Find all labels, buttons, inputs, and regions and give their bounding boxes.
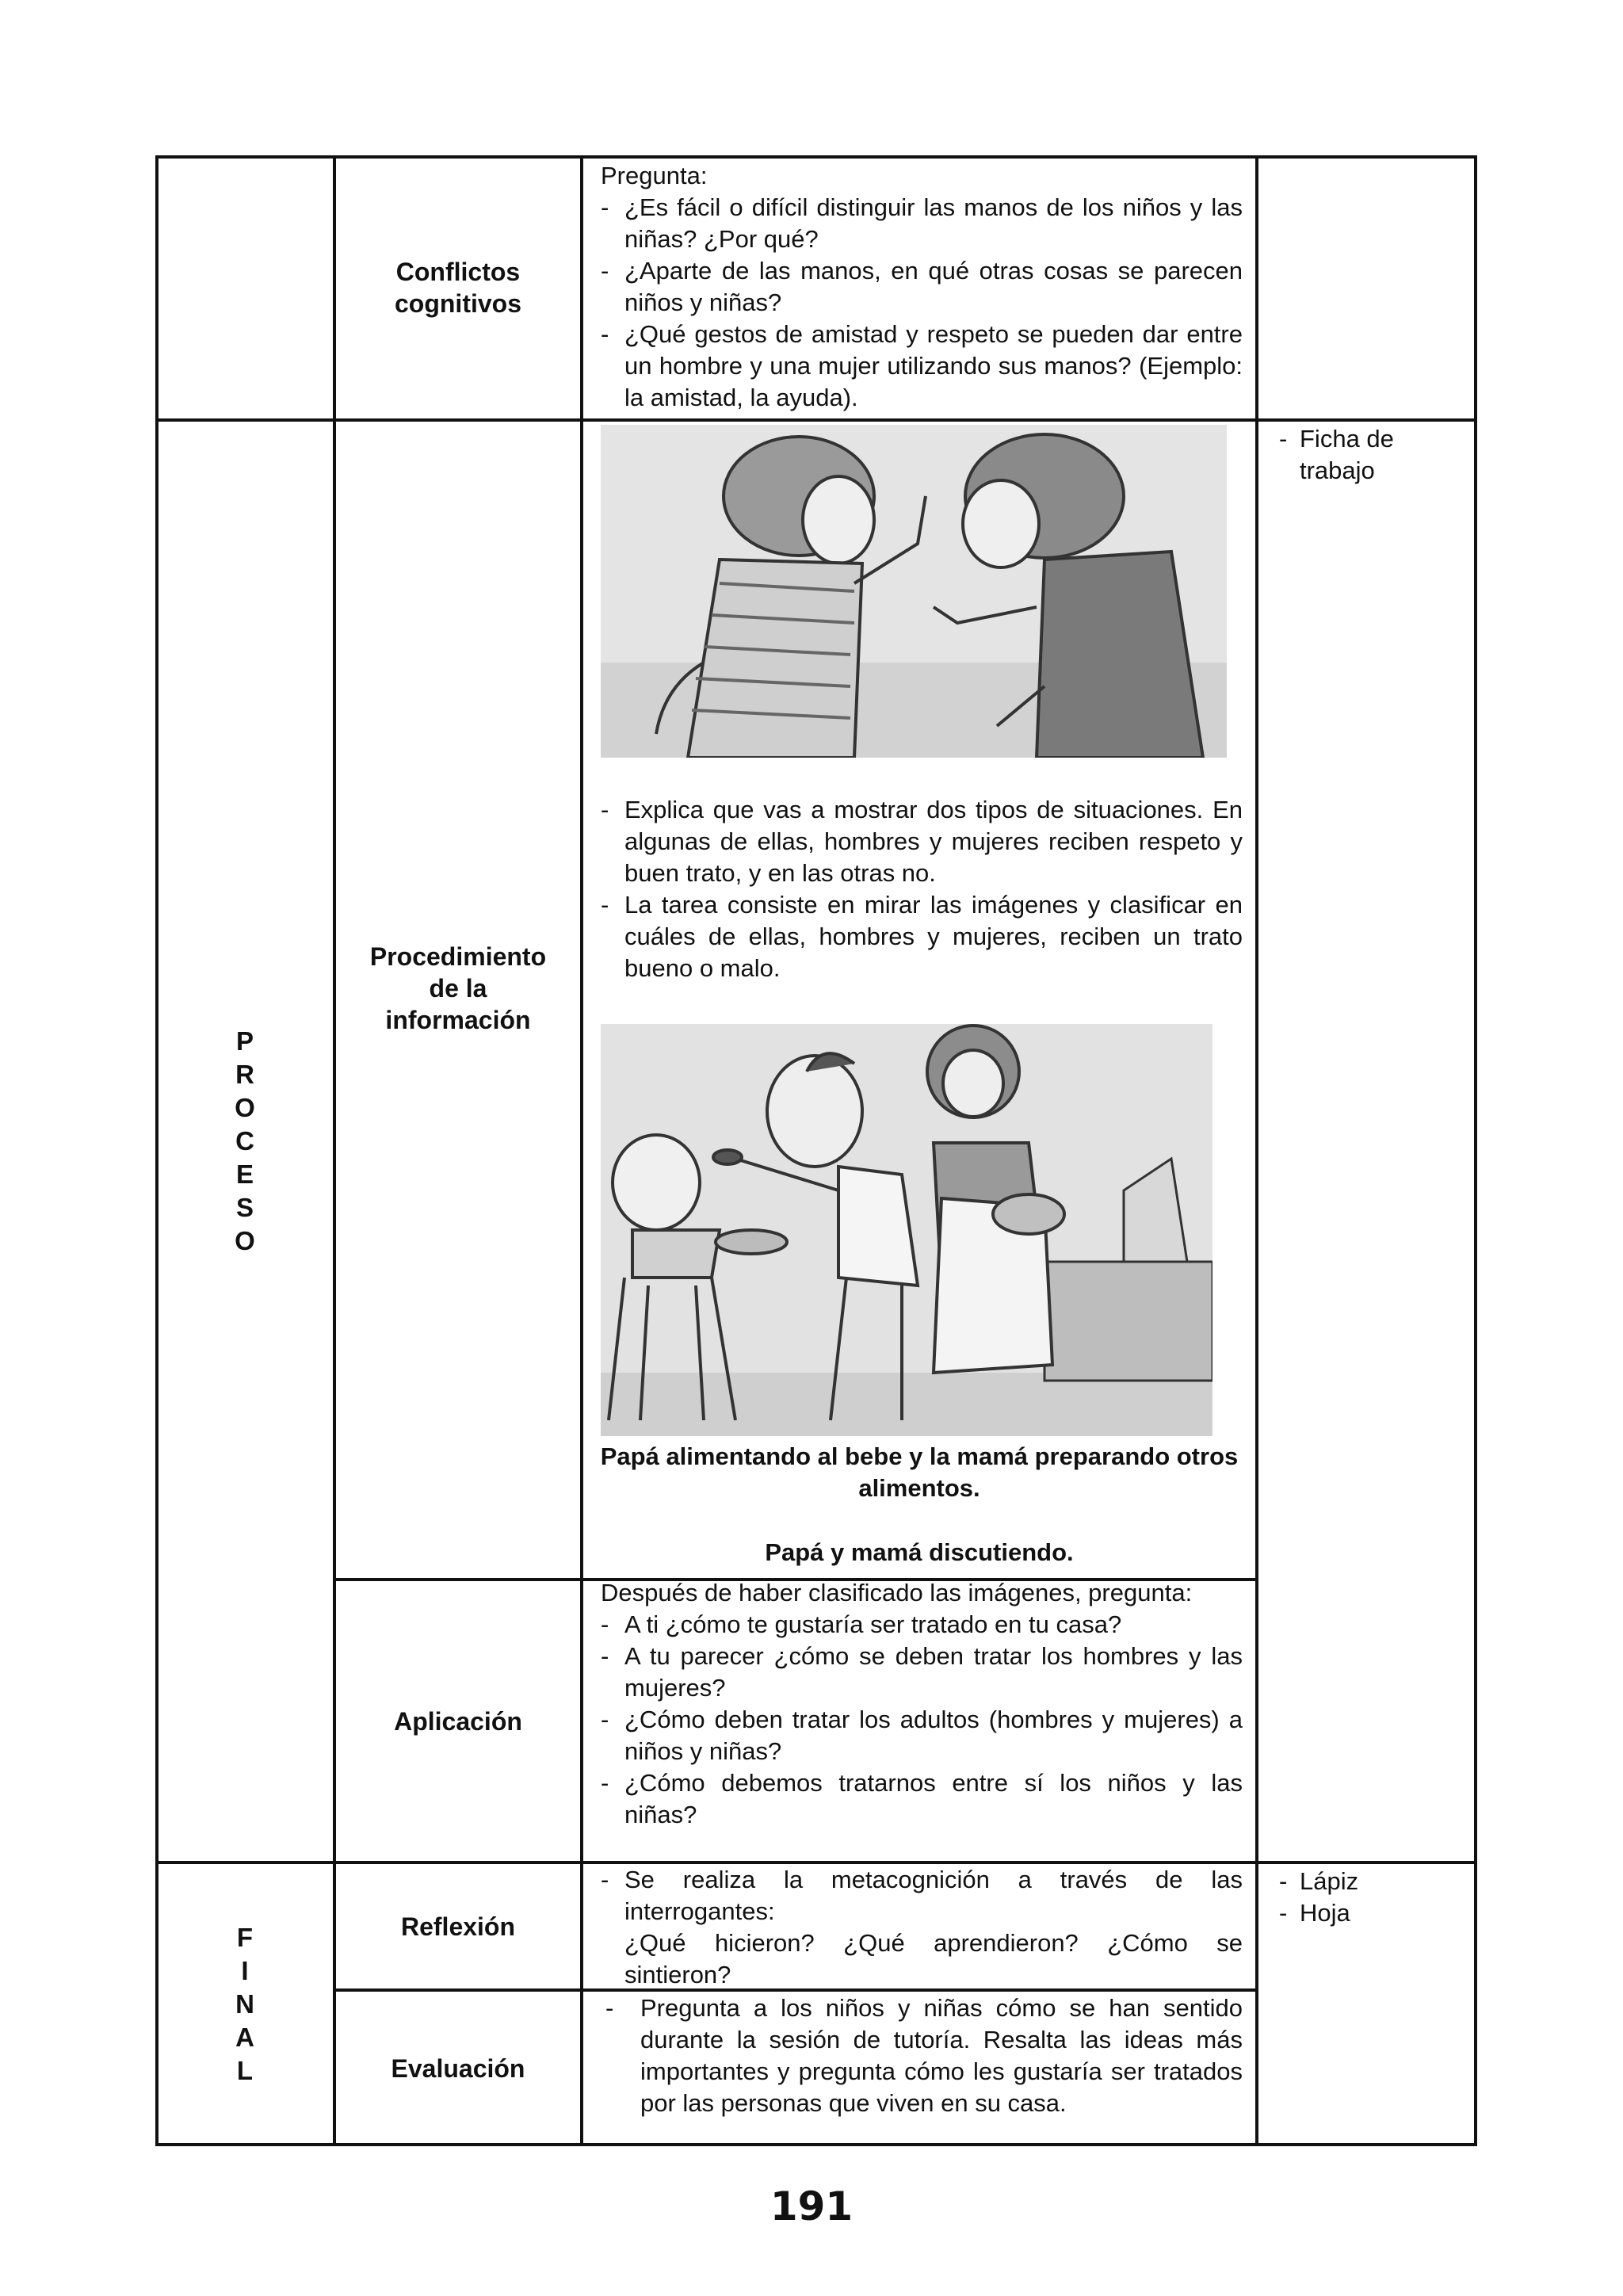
illustration-family: [601, 1024, 1212, 1436]
stage-final: [155, 1862, 334, 2146]
stage-letter: N: [235, 1989, 254, 2019]
illustration-argument: [601, 425, 1227, 758]
phase-aplicacion: Aplicación: [394, 1706, 522, 1736]
caption-argument: Papá y mamá discutiendo.: [765, 1538, 1074, 1566]
resources-proceso: [1257, 420, 1477, 487]
bullet-item: - La tarea consiste en mirar las imágenes y clasificar en cuáles de ellas, hombres y mujeres, reciben un trato bueno o malo.: [601, 891, 1243, 982]
bullet-item: - ¿Aparte de las manos, en qué otras cosas se parecen niños y niñas?: [601, 257, 1243, 316]
bullet-item: - ¿Es fácil o difícil distinguir las manos de los niños y las niñas? ¿Por qué?: [601, 193, 1243, 253]
resource-item: - Lápiz: [1279, 1867, 1359, 1895]
stage-letter: R: [235, 1060, 254, 1089]
content-reflexion: [582, 1864, 1257, 1991]
stage-proceso: [155, 420, 334, 1862]
content-evaluacion: [582, 1992, 1257, 2119]
bullet-item: - A tu parecer ¿cómo se deben tratar los hombres y las mujeres?: [601, 1642, 1243, 1702]
bullet-item: - ¿Cómo debemos tratarnos entre sí los niños y las niñas?: [601, 1769, 1243, 1828]
stage-letter: A: [235, 2023, 254, 2052]
bullet-item: - Se realiza la metacognición a través de las interrogantes:: [601, 1866, 1243, 1925]
resource-item: - Hoja: [1279, 1899, 1350, 1927]
phase-evaluacion: Evaluación: [391, 2053, 525, 2083]
bullet-item: - Pregunta a los niños y niñas cómo se han sentido durante la sesión de tutoría. Resalta las ideas más importantes y pregunta cómo les gustaría ser tratados por las personas que viven en su casa.: [605, 1994, 1243, 2117]
stage-letter: I: [241, 1956, 249, 1985]
phase-reflexion: Reflexión: [400, 1912, 516, 1941]
stage-letter: O: [235, 1093, 255, 1122]
intro-text: Pregunta:: [601, 162, 708, 189]
stage-letter: C: [235, 1126, 254, 1156]
phase-procedimiento: Procedimiento de la información: [369, 942, 547, 1034]
content-conflictos: [582, 160, 1257, 414]
stage-letter: P: [235, 1026, 254, 1056]
caption-family: Papá alimentando al bebe y la mamá preparando otros alimentos.: [600, 1442, 1239, 1502]
bullet-item: - A ti ¿cómo te gustaría ser tratado en tu casa?: [601, 1610, 1122, 1638]
content-aplicacion: [582, 1577, 1257, 1831]
stage-letter: O: [235, 1226, 255, 1255]
lesson-table: [155, 155, 1477, 2146]
bullet-item: - Explica que vas a mostrar dos tipos de situaciones. En algunas de ellas, hombres y mujeres reciben respeto y buen trato, y en las otras no.: [601, 796, 1243, 887]
stage-letter: S: [235, 1193, 254, 1222]
resource-item: - Ficha de trabajo: [1279, 425, 1394, 484]
questions-line: ¿Qué hicieron? ¿Qué aprendieron? ¿Cómo se sintieron?: [624, 1929, 1243, 1988]
page-number: 191: [769, 2183, 854, 2229]
stage-letter: L: [236, 2056, 254, 2085]
stage-letter: F: [236, 1923, 254, 1952]
resources-final: [1257, 1862, 1477, 1929]
bullet-item: - ¿Cómo deben tratar los adultos (hombres y mujeres) a niños y niñas?: [601, 1706, 1243, 1765]
intro-text: Después de haber clasificado las imágenes, pregunta:: [601, 1579, 1193, 1606]
phase-conflictos: Conflictos cognitivos: [394, 258, 521, 318]
bullet-item: - ¿Qué gestos de amistad y respeto se pueden dar entre un hombre y una mujer utilizando sus manos? (Ejemplo: la amistad, la ayuda).: [601, 320, 1243, 411]
content-procedimiento: [582, 794, 1257, 984]
stage-letter: E: [235, 1159, 254, 1189]
